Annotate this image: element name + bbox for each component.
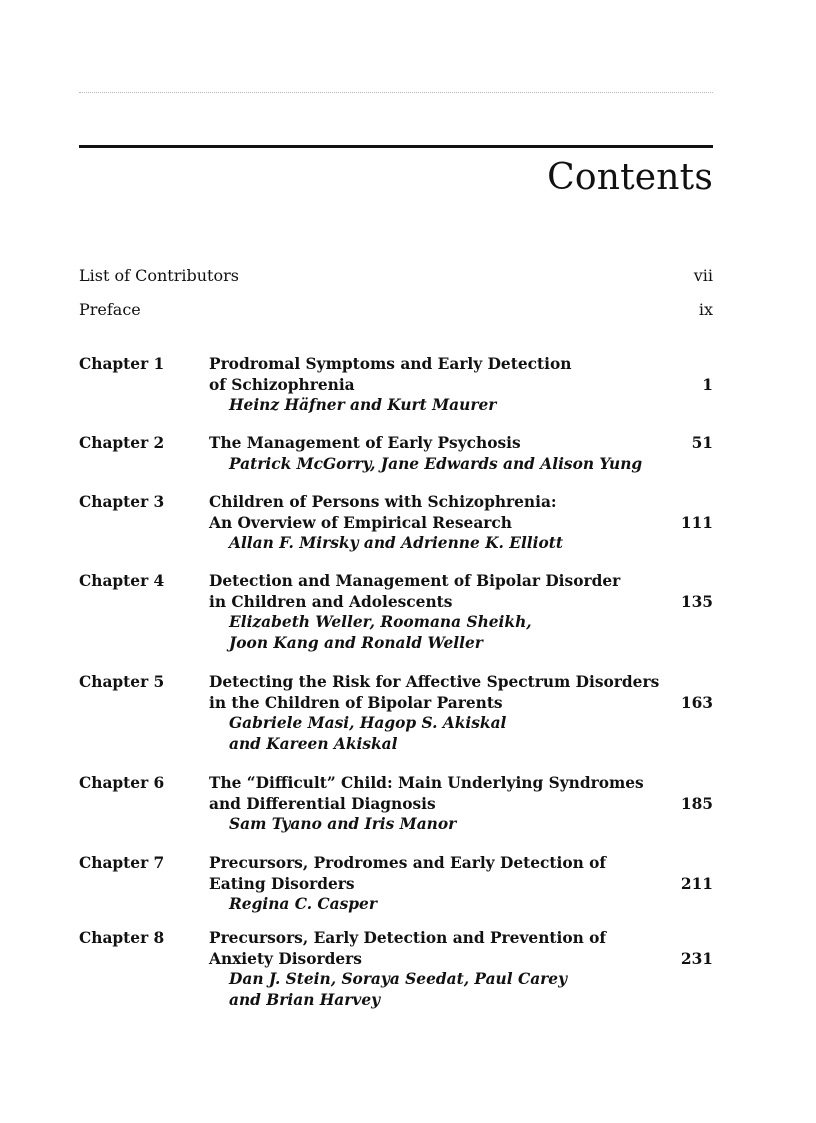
contents-entry-contributors — [79, 266, 713, 286]
chapter-author-line: Patrick McGorry, Jane Edwards and Alison Yung — [229, 454, 643, 473]
chapter-title-line: Children of Persons with Schizophrenia: — [209, 493, 557, 511]
chapter-page-number: 185 — [680, 794, 713, 813]
chapter-title-line: An Overview of Empirical Research — [209, 513, 512, 532]
chapter-author-line: and Brian Harvey — [229, 990, 381, 1009]
chapter-label: Chapter 4 — [79, 572, 165, 590]
chapter-label: Chapter 5 — [79, 673, 165, 691]
chapter-title-line: in the Children of Bipolar Parents — [209, 693, 503, 712]
chapter-title-line: Precursors, Early Detection and Prevention of — [209, 929, 607, 947]
chapter-title-line: in Children and Adolescents — [209, 592, 453, 611]
chapter-details — [209, 773, 713, 835]
contents-page-number: ix — [698, 300, 713, 319]
chapter-entry — [79, 928, 713, 1011]
chapter-label: Chapter 8 — [79, 929, 165, 947]
chapter-page-number: 135 — [680, 592, 713, 611]
contents-entry-label: Preface — [79, 300, 141, 319]
chapter-entry — [79, 354, 713, 416]
chapter-entry — [79, 433, 713, 475]
chapter-author-line: Elizabeth Weller, Roomana Sheikh, — [229, 613, 532, 631]
contents-page-number: vii — [693, 266, 713, 285]
chapter-label: Chapter 6 — [79, 774, 165, 792]
page-title: Contents — [547, 157, 713, 198]
chapter-entry — [79, 492, 713, 554]
contents-entry-label: List of Contributors — [79, 266, 239, 285]
chapter-page-number: 211 — [680, 874, 713, 893]
chapter-title-line: Precursors, Prodromes and Early Detection of — [209, 854, 607, 872]
chapter-label: Chapter 2 — [79, 434, 165, 452]
chapter-page-number: 1 — [702, 375, 713, 394]
chapter-title-line: of Schizophrenia — [209, 375, 355, 394]
chapter-title-line: The Management of Early Psychosis — [209, 434, 521, 452]
chapter-page-number: 51 — [691, 434, 713, 452]
chapter-title-line: The “Difficult” Child: Main Underlying Syndromes — [209, 774, 644, 792]
chapter-title-line: Eating Disorders — [209, 874, 355, 893]
chapter-title-line: Anxiety Disorders — [209, 949, 362, 968]
contents-entry-preface — [79, 300, 713, 320]
chapter-label: Chapter 3 — [79, 493, 165, 511]
chapter-details — [209, 571, 713, 653]
chapter-entry — [79, 571, 713, 654]
chapter-author-line: Allan F. Mirsky and Adrienne K. Elliott — [229, 534, 563, 552]
chapter-title-line: and Differential Diagnosis — [209, 794, 436, 813]
chapter-entry — [79, 853, 713, 915]
chapter-label: Chapter 7 — [79, 854, 165, 872]
chapter-details — [209, 853, 713, 915]
chapter-details — [209, 492, 713, 554]
top-dotted-rule — [79, 92, 713, 93]
chapter-page-number: 163 — [680, 693, 713, 712]
chapter-label: Chapter 1 — [79, 355, 165, 373]
chapter-author-line: Gabriele Masi, Hagop S. Akiskal — [229, 714, 507, 732]
chapter-page-number: 111 — [680, 513, 713, 532]
chapter-page-number: 231 — [680, 949, 713, 968]
chapter-author-line: Heinz Häfner and Kurt Maurer — [229, 396, 497, 414]
chapter-author-line: Regina C. Casper — [229, 895, 377, 913]
chapter-entry — [79, 773, 713, 835]
chapter-author-line: Dan J. Stein, Soraya Seedat, Paul Carey — [229, 970, 568, 988]
chapter-author-line: Joon Kang and Ronald Weller — [229, 633, 483, 652]
chapter-title-line: Prodromal Symptoms and Early Detection — [209, 355, 572, 373]
heading-rule — [79, 145, 713, 148]
chapter-author-line: Sam Tyano and Iris Manor — [229, 815, 457, 833]
chapter-entry — [79, 672, 713, 755]
chapter-details — [209, 928, 713, 1010]
chapter-title-line: Detecting the Risk for Affective Spectrum Disorders — [209, 673, 660, 691]
chapter-details — [209, 354, 713, 416]
chapter-details — [209, 672, 713, 754]
chapter-title-line: Detection and Management of Bipolar Disorder — [209, 572, 621, 590]
chapter-details — [209, 433, 713, 474]
chapter-author-line: and Kareen Akiskal — [229, 734, 398, 753]
